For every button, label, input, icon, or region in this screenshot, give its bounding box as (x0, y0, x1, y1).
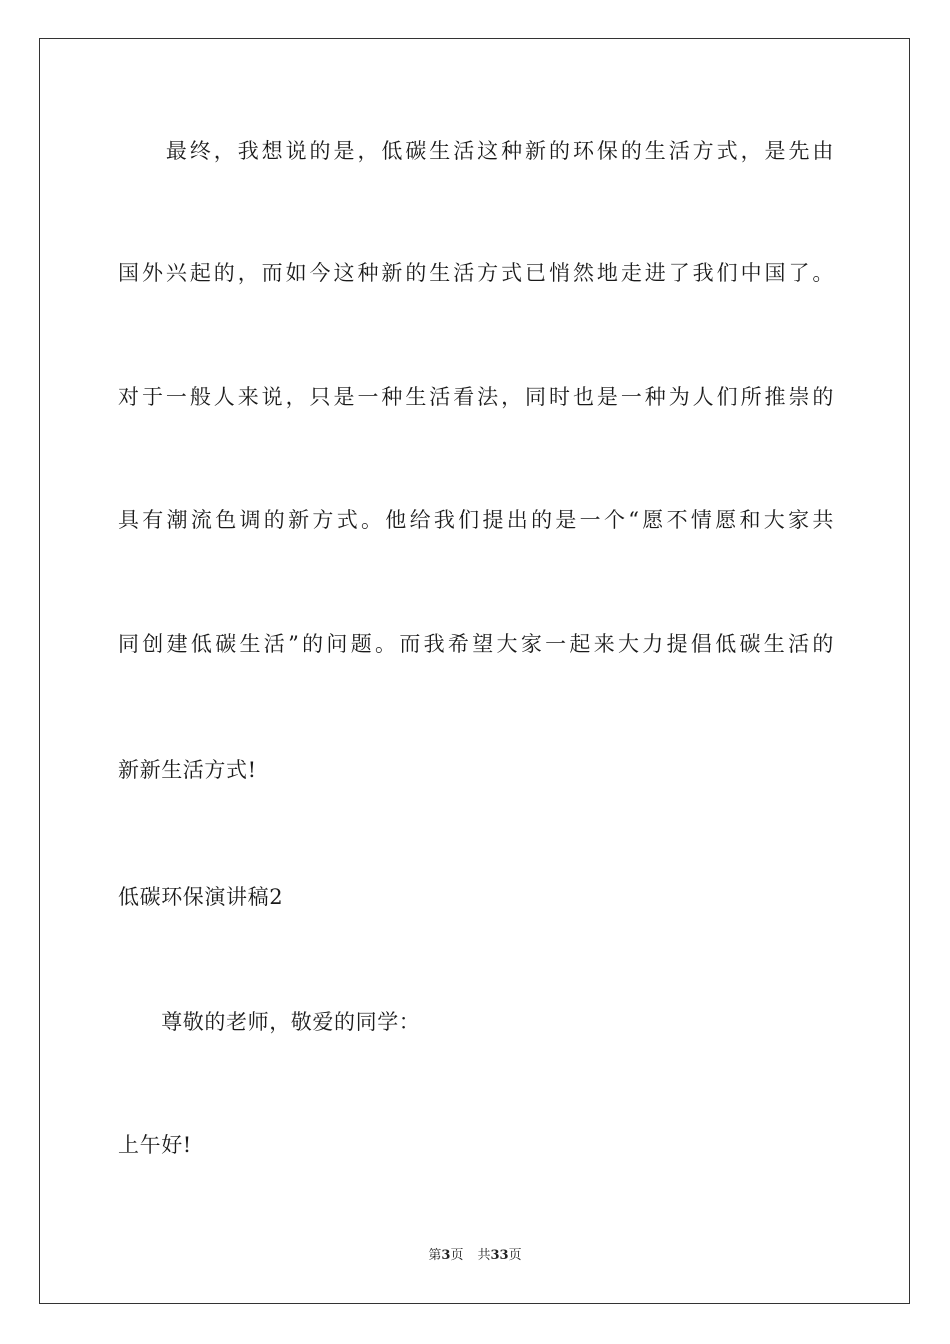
total-suffix: 页 (508, 1248, 522, 1263)
paragraph-line-5: 同创建低碳生活”的问题。而我希望大家一起来大力提倡低碳生活的 (118, 632, 834, 656)
paragraph-line-6: 新新生活方式! (118, 758, 257, 782)
paragraph-line-3: 对于一般人来说，只是一种生活看法，同时也是一种为人们所推崇的 (118, 385, 834, 409)
salutation: 尊敬的老师，敬爱的同学： (118, 1010, 421, 1034)
page-footer (0, 1247, 950, 1265)
paragraph-line-4: 具有潮流色调的新方式。他给我们提出的是一个“愿不情愿和大家共 (118, 508, 834, 532)
section-heading: 低碳环保演讲稿2 (118, 885, 284, 909)
page-suffix: 页 (450, 1248, 464, 1263)
page-border (39, 38, 910, 1304)
page-prefix: 第 (428, 1248, 442, 1263)
total-prefix: 共 (477, 1248, 491, 1263)
total-pages: 33 (490, 1248, 509, 1263)
greeting: 上午好! (118, 1133, 192, 1157)
paragraph-line-2: 国外兴起的，而如今这种新的生活方式已悄然地走进了我们中国了。 (118, 261, 834, 285)
page-number: 3 (441, 1248, 451, 1263)
paragraph-line-1: 最终，我想说的是，低碳生活这种新的环保的生活方式，是先由 (118, 139, 834, 163)
